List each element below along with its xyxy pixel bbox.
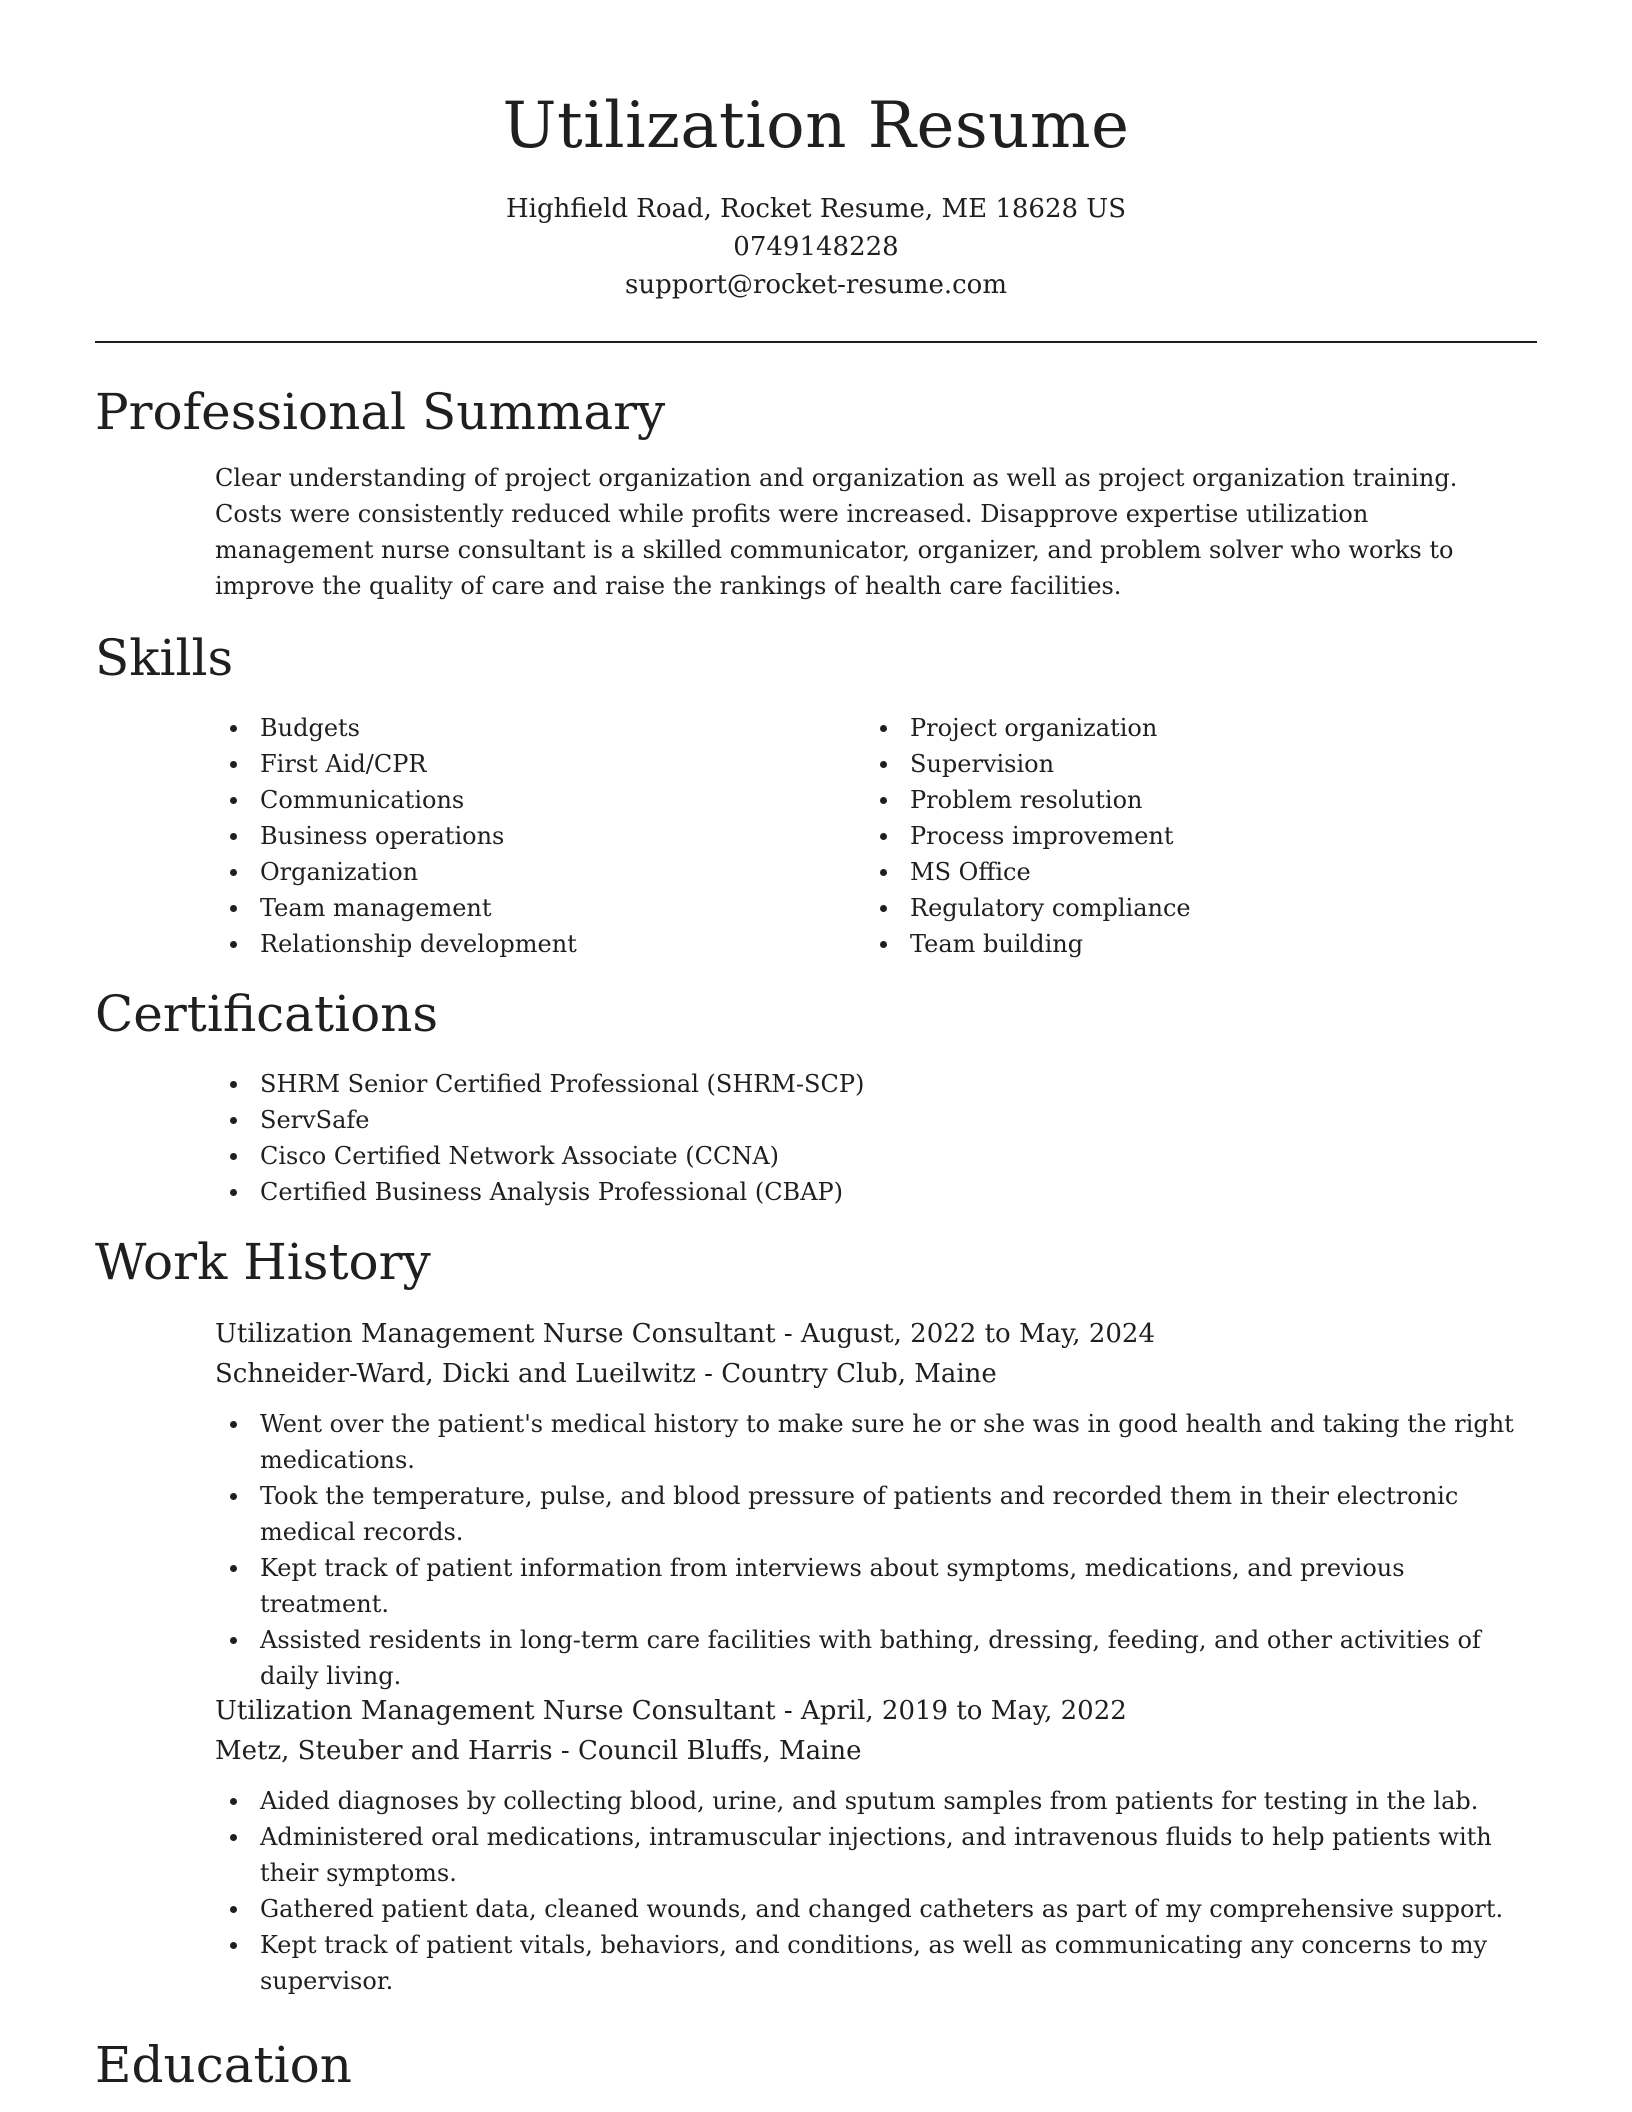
- summary-text: Clear understanding of project organization and organization as well as project organization training. Costs were consistently reduced while profits were increased. Disapprove expertise utilization management nurse consultant is a skilled communicator, organizer, and problem solver who works to improve the quality of care and raise the rankings of health care facilities.: [215, 464, 1458, 600]
- summary-heading: Professional Summary: [95, 383, 666, 441]
- skill-item: Budgets: [215, 710, 855, 746]
- job-entry: [215, 1691, 1535, 1999]
- job-bullet: Aided diagnoses by collecting blood, urine, and sputum samples from patients for testing in the lab.: [215, 1783, 1535, 1819]
- separator: -: [775, 1319, 801, 1349]
- header-divider: [95, 341, 1537, 343]
- skill-item: Supervision: [865, 746, 1505, 782]
- job-dates: April, 2019 to May, 2022: [800, 1696, 1127, 1726]
- job-location: Council Bluffs, Maine: [577, 1736, 862, 1766]
- job-bullets: [215, 1406, 1535, 1694]
- skill-item: Relationship development: [215, 926, 855, 962]
- skills-heading: Skills: [95, 629, 234, 687]
- job-bullet: Administered oral medications, intramuscular injections, and intravenous fluids to help patients with their symptoms.: [215, 1819, 1535, 1891]
- separator: -: [695, 1359, 722, 1389]
- certification-item: Certified Business Analysis Professional (CBAP): [215, 1174, 1515, 1210]
- job-bullet: Gathered patient data, cleaned wounds, and changed catheters as part of my comprehensive support.: [215, 1891, 1535, 1927]
- education-heading: Education: [95, 2036, 352, 2094]
- skill-item: Team building: [865, 926, 1505, 962]
- job-bullet: Took the temperature, pulse, and blood pressure of patients and recorded them in their electronic medical records.: [215, 1478, 1535, 1550]
- skill-item: Project organization: [865, 710, 1505, 746]
- skills-list-right: [865, 710, 1505, 962]
- contact-info: [95, 190, 1537, 304]
- certification-item: ServSafe: [215, 1102, 1515, 1138]
- skill-item: MS Office: [865, 854, 1505, 890]
- job-title-line: [215, 1691, 1535, 1731]
- phone: 0749148228: [733, 232, 899, 262]
- job-title-line: [215, 1314, 1535, 1354]
- skill-item: Communications: [215, 782, 855, 818]
- job-company: Metz, Steuber and Harris: [215, 1736, 553, 1766]
- skill-item: First Aid/CPR: [215, 746, 855, 782]
- candidate-name: Utilization Resume: [502, 89, 1130, 163]
- skill-item: Problem resolution: [865, 782, 1505, 818]
- certification-item: Cisco Certified Network Associate (CCNA): [215, 1138, 1515, 1174]
- job-title: Utilization Management Nurse Consultant: [215, 1696, 776, 1726]
- skill-item: Regulatory compliance: [865, 890, 1505, 926]
- job-bullets: [215, 1783, 1535, 1999]
- certifications-heading: Certifications: [95, 985, 439, 1043]
- job-title: Utilization Management Nurse Consultant: [215, 1319, 776, 1349]
- job-bullet: Assisted residents in long-term care facilities with bathing, dressing, feeding, and other activities of daily living.: [215, 1622, 1535, 1694]
- skill-item: Business operations: [215, 818, 855, 854]
- job-location: Country Club, Maine: [721, 1359, 997, 1389]
- job-entry: [215, 1314, 1535, 1694]
- job-bullet: Kept track of patient information from interviews about symptoms, medications, and previous treatment.: [215, 1550, 1535, 1622]
- work-history-heading: Work History: [95, 1233, 431, 1291]
- resume-header: [95, 84, 1537, 304]
- skills-list-left: [215, 710, 855, 962]
- job-bullet: Kept track of patient vitals, behaviors, and conditions, as well as communicating any concerns to my supervisor.: [215, 1927, 1535, 1999]
- job-dates: August, 2022 to May, 2024: [800, 1319, 1156, 1349]
- certifications-list: [215, 1066, 1515, 1210]
- skill-item: Organization: [215, 854, 855, 890]
- separator: -: [775, 1696, 801, 1726]
- job-company: Schneider-Ward, Dicki and Lueilwitz: [215, 1359, 696, 1389]
- email: support@rocket-resume.com: [624, 270, 1007, 300]
- address: Highfield Road, Rocket Resume, ME 18628 US: [505, 194, 1127, 224]
- certification-item: SHRM Senior Certified Professional (SHRM-SCP): [215, 1066, 1515, 1102]
- job-company-line: [215, 1731, 1535, 1771]
- skill-item: Process improvement: [865, 818, 1505, 854]
- separator: -: [552, 1736, 578, 1766]
- job-company-line: [215, 1354, 1535, 1394]
- job-bullet: Went over the patient's medical history to make sure he or she was in good health and taking the right medications.: [215, 1406, 1535, 1478]
- skill-item: Team management: [215, 890, 855, 926]
